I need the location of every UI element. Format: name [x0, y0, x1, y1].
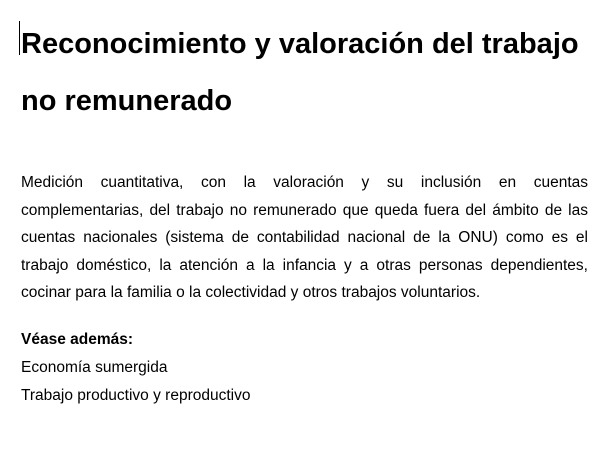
see-also-link-economia-sumergida[interactable]: Economía sumergida — [21, 358, 168, 376]
definition-paragraph: Medición cuantitativa, con la valoración y su inclusión en cuentas complementarias, del trabajo no remunerado que queda fuera del ámbito de las cuentas nacionales (sistema de contabilidad nacional de la ONU) como es el trabajo doméstico, la atención a la infancia y a otras personas dependientes, cocinar para la familia o la colectividad y otros trabajos voluntarios. — [21, 174, 588, 301]
see-also-section — [21, 326, 588, 410]
document-page — [21, 0, 588, 410]
see-also-link-trabajo-productivo[interactable]: Trabajo productivo y reproductivo — [21, 386, 251, 404]
page-title: Reconocimiento y valoración del trabajo no remunerado — [21, 28, 579, 117]
text-cursor — [19, 21, 20, 55]
see-also-heading: Véase además: — [21, 330, 134, 348]
